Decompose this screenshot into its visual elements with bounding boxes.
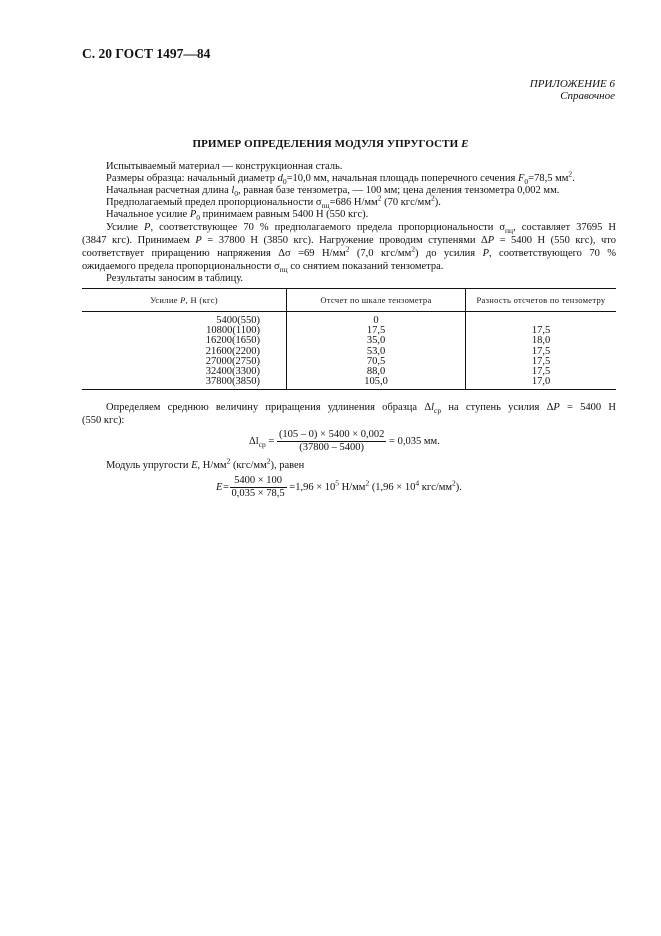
cell-difference — [466, 312, 617, 327]
results-table — [82, 288, 616, 390]
paragraph-proportional-limit: Предполагаемый предел пропорциональности $\sigma_{пц}=686$ $Н/мм^2$ (70 кгс/$мм^2$). — [106, 193, 441, 211]
cell-force: 10800(1100) — [206, 325, 260, 337]
table-header-reading: Отсчет по шкале тензометра — [287, 289, 466, 312]
paragraph-force-line-4: ожидаемого предела пропорциональности $\sigma_{пц}$ со снятием показаний тензометра. — [82, 261, 444, 275]
eq1-lhs: $\Delta l_{ср}$ — [249, 435, 266, 449]
equation-modulus — [216, 475, 462, 500]
section-title-symbol: E — [461, 138, 469, 150]
cell-reading: 105,0 — [287, 377, 466, 390]
cell-force: 27000(2750) — [205, 355, 260, 367]
eq2-result: $=1,96 \times 10^5$ $Н/мм^2$ ($1,96 \times 10^4$ кгс/$мм^2$). — [286, 478, 462, 493]
paragraph-force-line-1: Усилие P, соответствующее 70 % предполагаемого предела пропорциональности $\sigma_{пц}$, составляет 37695 Н — [106, 222, 616, 236]
paragraph-material: Испытываемый материал — конструкционная сталь. — [106, 161, 343, 172]
table-row — [82, 312, 616, 327]
cell-reading: 17,5 — [287, 326, 466, 336]
cell-difference: 17,5 — [466, 367, 617, 377]
cell-difference: 17,5 — [466, 326, 617, 336]
eq1-fraction — [277, 429, 386, 454]
cell-reading: 35,0 — [287, 336, 466, 346]
cell-reading: 70,5 — [287, 357, 466, 367]
cell-force: 5400(550) — [216, 315, 260, 326]
section-title — [0, 138, 661, 150]
eq2-lhs: E= — [216, 481, 230, 493]
paragraph-mean-increment: Определяем среднюю величину приращения удлинения образца $\Delta l_{ср}$ на ступень усилия ΔP = 5400 Н — [106, 402, 616, 416]
cell-force: 16200(1650) — [205, 335, 260, 347]
table-header-force-symbol: P — [180, 295, 186, 305]
eq1-numerator: (105 – 0) × 5400 × 0,002 — [278, 429, 385, 440]
equation-mean-increment: $\Delta l_{ср}$ = $\frac{(105 - 0) \times 5400 \times 0,002}{(37800 - 5400)}$ = 0,035 мм. — [249, 429, 440, 453]
cell-force: 37800(3850) — [82, 377, 287, 390]
paragraph-dimensions: Размеры образца: начальный диаметр $d_0=10,0$ мм, начальная площадь поперечного сечения $F_0=78,5$ $мм^2$. — [106, 169, 575, 187]
cell-reading: 88,0 — [287, 367, 466, 377]
table-header-row — [82, 289, 616, 312]
table-header-difference: Разность отсчетов по тензометру — [466, 289, 617, 312]
cell-reading: 53,0 — [287, 347, 466, 357]
cell-force: 21600(2200) — [205, 345, 260, 357]
table-header-force-label: Усилие P, Н (кгс) — [150, 295, 218, 305]
cell-force: 32400(3300) — [205, 366, 260, 378]
appendix-label-block — [530, 78, 615, 102]
appendix-type: Справочное — [560, 90, 615, 102]
cell-difference: 17,5 — [466, 357, 617, 367]
paragraph-results-intro: Результаты заносим в таблицу. — [106, 273, 244, 284]
cell-difference: 17,0 — [466, 377, 617, 390]
paragraph-force-line-3: соответствует приращению напряжения Δσ =69 $Н/мм^2$ (7,0 кгс/$мм^2$) до усилия P, соответствующего 70 % — [82, 244, 616, 259]
cell-difference: 17,5 — [466, 347, 617, 357]
table-body — [82, 312, 616, 390]
cell-reading: 0 — [287, 312, 466, 327]
table-header-force — [82, 289, 287, 312]
paragraph-mean-increment-cont: (550 кгс): — [82, 415, 125, 426]
appendix-number: ПРИЛОЖЕНИЕ 6 — [529, 78, 615, 90]
eq1-denominator: (37800 – 5400) — [299, 442, 365, 453]
paragraph-force-line-2: (3847 кгс). Принимаем P = 37800 Н (3850 кгс). Нагружение проводим ступенями ΔP = 5400 Н (550 кгс), что — [82, 235, 616, 246]
eq1-result: = 0,035 мм. — [386, 435, 440, 447]
eq2-fraction — [230, 475, 287, 500]
cell-difference: 18,0 — [466, 336, 617, 346]
page-header: С. 20 ГОСТ 1497—84 — [82, 46, 211, 61]
paragraph-initial-force: Начальное усилие $P_0$ принимаем равным 5400 Н (550 кгс). — [106, 209, 369, 223]
eq2-numerator: 5400 × 100 — [230, 475, 287, 488]
paragraph-modulus: Модуль упругости E, $Н/мм^2$ $(кгс/мм^2)$, равен — [106, 456, 305, 471]
eq2-denominator: 0,035 × 78,5 — [231, 488, 285, 499]
table-row — [82, 377, 616, 390]
section-title-text: ПРИМЕР ОПРЕДЕЛЕНИЯ МОДУЛЯ УПРУГОСТИ — [192, 138, 459, 150]
paragraph-gauge-length: Начальная расчетная длина $l_0$, равная базе тензометра, — 100 мм; цена деления тензометра 0,002 мм. — [106, 185, 560, 199]
